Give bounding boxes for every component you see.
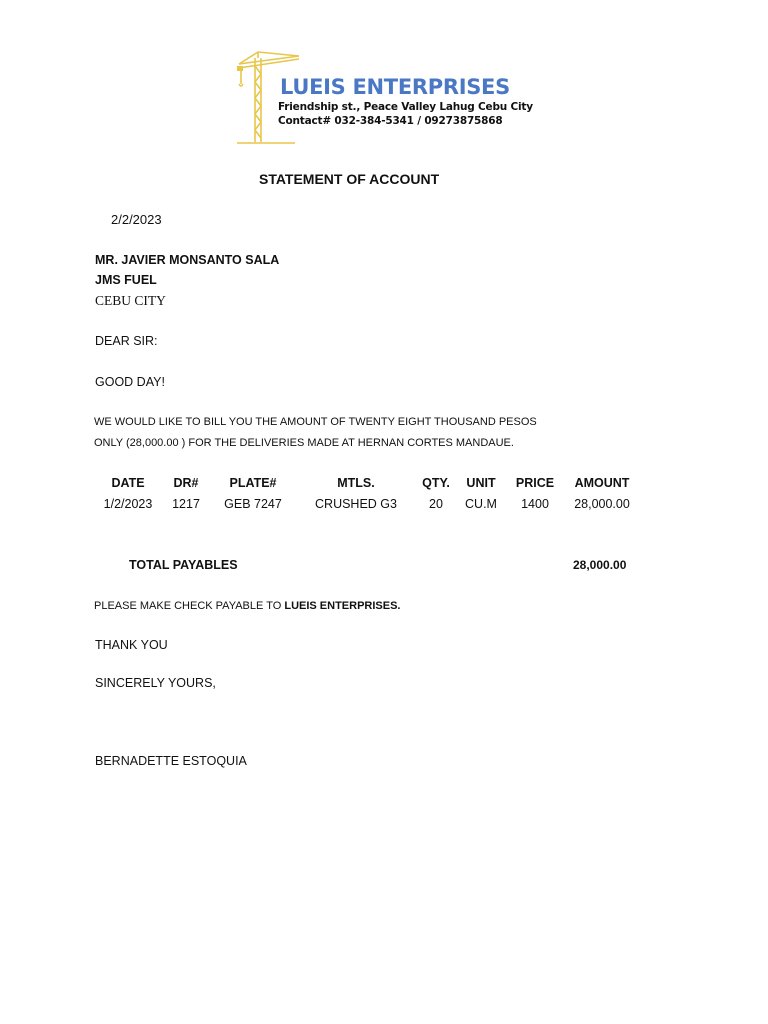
table-cell-plate: GEB 7247 [224,497,282,511]
column-header-date: DATE [111,476,145,490]
column-header-plate: PLATE# [229,476,277,490]
table-cell-price: 1400 [521,497,549,511]
company-contact: Contact# 032-384-5341 / 09273875868 [278,115,503,127]
recipient-name: MR. JAVIER MONSANTO SALA [95,253,280,267]
salutation: DEAR SIR: [95,334,158,348]
payee-name: LUEIS ENTERPRISES. [284,600,401,612]
company-address: Friendship st., Peace Valley Lahug Cebu City [278,101,533,113]
total-payables-amount: 28,000.00 [573,558,627,572]
table-cell-amount: 28,000.00 [574,497,630,511]
body-text-line-1: WE WOULD LIKE TO BILL YOU THE AMOUNT OF TWENTY EIGHT THOUSAND PESOS [94,416,537,428]
table-cell-quantity: 20 [429,497,443,511]
column-header-amount: AMOUNT [574,476,630,490]
total-payables-label: TOTAL PAYABLES [129,558,238,572]
statement-date: 2/2/2023 [111,212,162,227]
thank-you: THANK YOU [95,638,168,652]
column-header-unit: UNIT [466,476,496,490]
recipient-company: JMS FUEL [95,273,157,287]
column-header-dr: DR# [173,476,199,490]
company-name: LUEIS ENTERPRISES [280,75,510,99]
column-header-quantity: QTY. [422,476,450,490]
column-header-price: PRICE [515,476,555,490]
document-title: STATEMENT OF ACCOUNT [259,171,440,187]
payment-instruction [94,600,400,612]
signatory-name: BERNADETTE ESTOQUIA [95,754,247,768]
payment-instruction-prefix: PLEASE MAKE CHECK PAYABLE TO [94,600,285,612]
table-cell-unit: CU.M [465,497,497,511]
column-header-materials: MTLS. [337,476,375,490]
table-cell-date: 1/2/2023 [103,497,153,511]
table-cell-materials: CRUSHED G3 [315,497,397,511]
greeting: GOOD DAY! [95,375,165,389]
recipient-city: CEBU CITY [95,293,166,308]
closing: SINCERELY YOURS, [95,676,216,690]
body-text-line-2: ONLY (28,000.00 ) FOR THE DELIVERIES MADE AT HERNAN CORTES MANDAUE. [94,437,514,449]
table-cell-dr: 1217 [172,497,200,511]
